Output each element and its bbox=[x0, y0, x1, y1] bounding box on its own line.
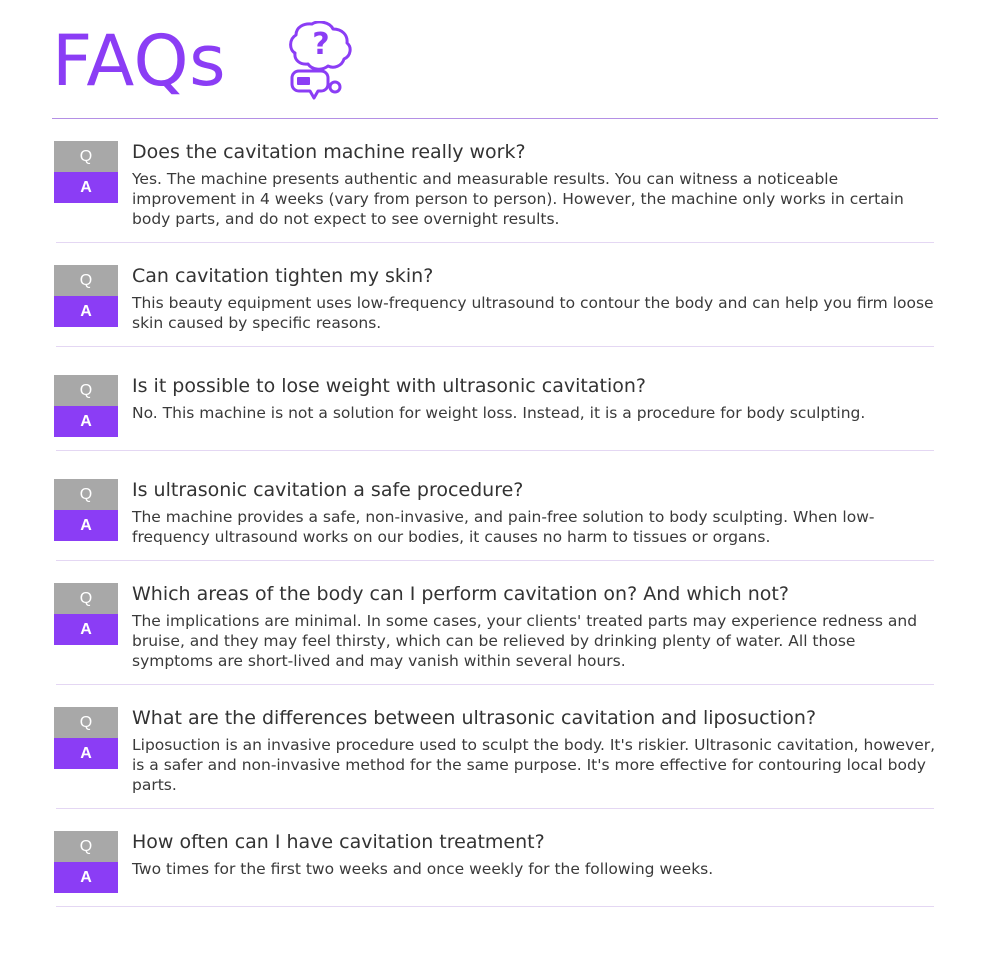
faq-list bbox=[0, 137, 1000, 907]
faq-answer: Yes. The machine presents authentic and measurable results. You can witness a noticeable improvement in 4 weeks (vary from person to person). However, the machine only works in certain body parts, and do not expect to see overnight results. bbox=[132, 170, 904, 228]
item-divider bbox=[56, 906, 934, 907]
faq-question: Does the cavitation machine really work? bbox=[132, 141, 526, 163]
header-divider bbox=[52, 118, 938, 119]
svg-text:?: ? bbox=[312, 27, 330, 62]
faq-answer: Liposuction is an invasive procedure used to sculpt the body. It's riskier. Ultrasonic cavitation, however, is a safer and non-invasive method for the same purpose. It's more effective for contouring local body parts. bbox=[132, 736, 936, 794]
faq-question: Is ultrasonic cavitation a safe procedure? bbox=[132, 479, 524, 501]
item-divider bbox=[56, 560, 934, 561]
answer-badge: A bbox=[54, 172, 118, 203]
item-divider bbox=[56, 346, 934, 347]
item-divider bbox=[56, 808, 934, 809]
item-divider bbox=[56, 450, 934, 451]
faq-question: Which areas of the body can I perform cavitation on? And which not? bbox=[132, 583, 789, 605]
faq-question: Can cavitation tighten my skin? bbox=[132, 265, 434, 287]
question-badge: Q bbox=[54, 831, 118, 862]
qa-text bbox=[132, 579, 938, 671]
qa-badge-group bbox=[54, 831, 118, 893]
item-divider bbox=[56, 684, 934, 685]
qa-text bbox=[132, 371, 938, 423]
answer-badge: A bbox=[54, 510, 118, 541]
qa-text bbox=[132, 137, 938, 229]
answer-badge: A bbox=[54, 862, 118, 893]
qa-badge-group bbox=[54, 141, 118, 203]
faq-item[interactable] bbox=[54, 475, 938, 561]
faq-answer: This beauty equipment uses low-frequency ultrasound to contour the body and can help you firm loose skin caused by specific reasons. bbox=[132, 294, 934, 332]
qa-text bbox=[132, 261, 938, 333]
qa-badge-group bbox=[54, 707, 118, 769]
faq-item[interactable] bbox=[54, 579, 938, 685]
question-badge: Q bbox=[54, 141, 118, 172]
faq-answer: No. This machine is not a solution for weight loss. Instead, it is a procedure for body sculpting. bbox=[132, 404, 866, 422]
answer-badge: A bbox=[54, 296, 118, 327]
item-divider bbox=[56, 242, 934, 243]
question-badge: Q bbox=[54, 479, 118, 510]
faq-item[interactable] bbox=[54, 703, 938, 809]
faq-item[interactable] bbox=[54, 137, 938, 243]
qa-badge-group bbox=[54, 583, 118, 645]
page-title: FAQs bbox=[52, 20, 227, 102]
answer-badge: A bbox=[54, 406, 118, 437]
qa-text bbox=[132, 475, 938, 547]
qa-badge-group bbox=[54, 479, 118, 541]
question-badge: Q bbox=[54, 375, 118, 406]
qa-text bbox=[132, 827, 938, 879]
qa-text bbox=[132, 703, 938, 795]
faq-question: How often can I have cavitation treatment? bbox=[132, 831, 545, 853]
faq-answer: The machine provides a safe, non-invasive, and pain-free solution to body sculpting. When low-frequency ultrasound works on our bodies, it causes no harm to tissues or organs. bbox=[132, 508, 875, 546]
faq-question: Is it possible to lose weight with ultrasonic cavitation? bbox=[132, 375, 646, 397]
qa-badge-group bbox=[54, 375, 118, 437]
question-badge: Q bbox=[54, 583, 118, 614]
page-header bbox=[0, 0, 1000, 104]
answer-badge: A bbox=[54, 614, 118, 645]
faq-item[interactable] bbox=[54, 371, 938, 451]
question-badge: Q bbox=[54, 707, 118, 738]
question-badge: Q bbox=[54, 265, 118, 296]
faq-item[interactable] bbox=[54, 827, 938, 907]
answer-badge: A bbox=[54, 738, 118, 769]
thought-bubble-question-icon bbox=[266, 21, 358, 107]
faq-answer: Two times for the first two weeks and once weekly for the following weeks. bbox=[132, 860, 714, 878]
qa-badge-group bbox=[54, 265, 118, 327]
faq-question: What are the differences between ultrasonic cavitation and liposuction? bbox=[132, 707, 817, 729]
faq-item[interactable] bbox=[54, 261, 938, 347]
faq-answer: The implications are minimal. In some cases, your clients' treated parts may experience redness and bruise, and they may feel thirsty, which can be relieved by drinking plenty of water. All those symptoms are short-lived and may vanish within several hours. bbox=[132, 612, 918, 670]
